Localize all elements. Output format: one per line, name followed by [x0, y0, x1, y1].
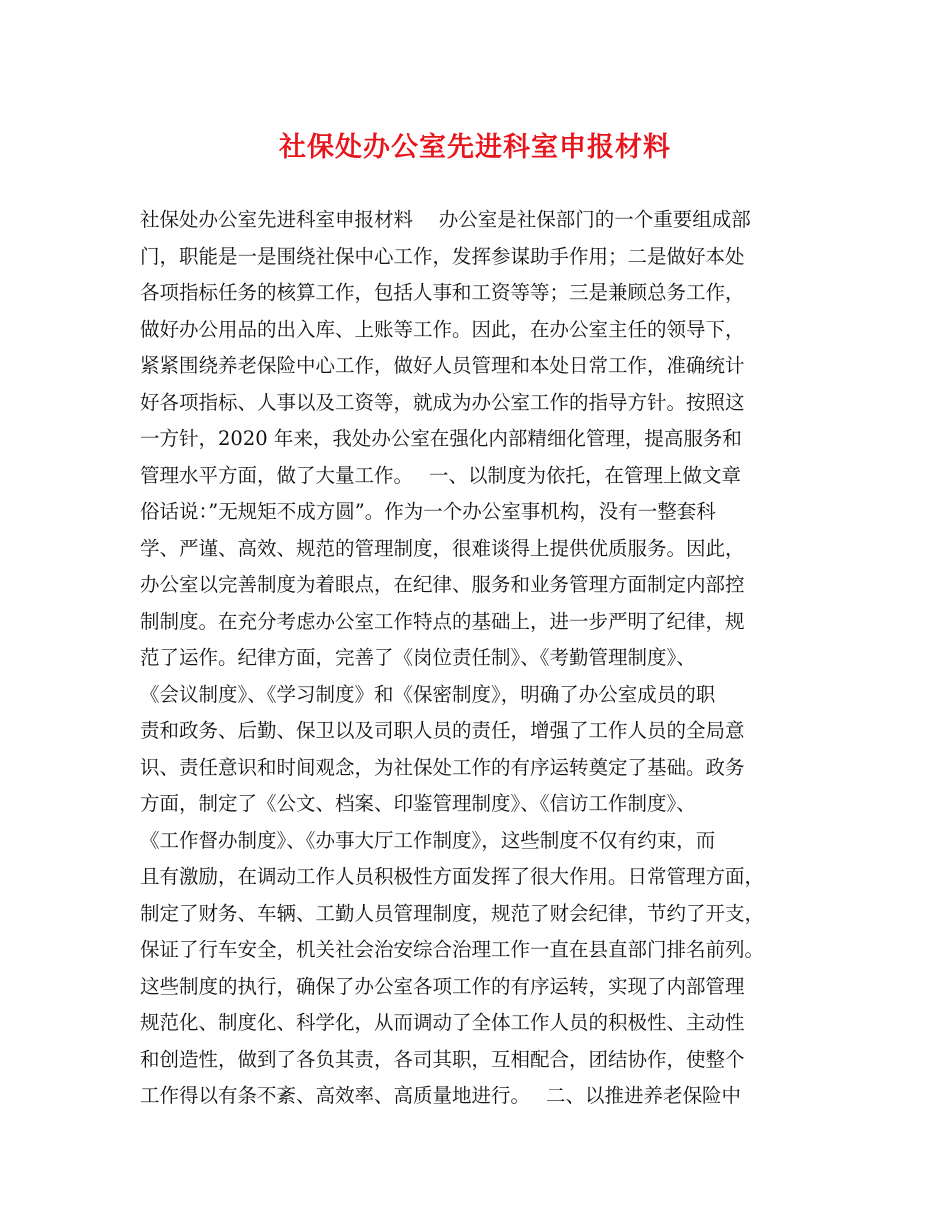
body-text-line: 和创造性，做到了各负其责，各司其职，互相配合，团结协作，使整个 — [140, 1047, 745, 1071]
body-text-line: 制制度。在充分考虑办公室工作特点的基础上，进一步严明了纪律，规 — [140, 609, 745, 633]
body-text-line: 俗话说：”无规矩不成方圆”。作为一个办公室事机构，没有一整套科 — [140, 500, 716, 523]
body-text-line: 门，职能是一是围绕社保中心工作，发挥参谋助手作用；二是做好本处 — [140, 244, 745, 268]
body-text-line: 规范化、制度化、科学化，从而调动了全体工作人员的积极性、主动性 — [140, 1011, 745, 1034]
body-text-line: 识、责任意识和时间观念，为社保处工作的有序运转奠定了基础。政务 — [140, 755, 745, 779]
body-text-line: 做好办公用品的出入库、上账等工作。因此，在办公室主任的领导下， — [140, 317, 745, 341]
body-text-line: 一方针，2020 年来，我处办公室在强化内部精细化管理，提高服务和 — [140, 427, 742, 450]
body-text-line: 《会议制度》、《学习制度》和《保密制度》，明确了办公室成员的职 — [140, 682, 716, 706]
body-text-line: 范了运作。纪律方面，完善了《岗位责任制》、《考勤管理制度》、 — [140, 646, 696, 669]
body-text-line: 责和政务、后勤、保卫以及司职人员的责任，增强了工作人员的全局意 — [140, 719, 745, 742]
body-text-line: 紧紧围绕养老保险中心工作，做好人员管理和本处日常工作，准确统计 — [140, 354, 745, 377]
body-text-line: 社保处办公室先进科室申报材料 办公室是社保部门的一个重要组成部 — [140, 208, 751, 231]
body-text-line: 管理水平方面，做了大量工作。 一、以制度为依托，在管理上做文章 — [140, 463, 741, 487]
body-text-line: 各项指标任务的核算工作，包括人事和工资等等；三是兼顾总务工作， — [140, 281, 745, 304]
body-text-line: 《工作督办制度》、《办事大厅工作制度》，这些制度不仅有约束，而 — [140, 828, 716, 852]
body-text-line: 工作得以有条不紊、高效率、高质量地进行。 二、以推进养老保险中 — [140, 1084, 741, 1107]
body-text-line: 且有激励，在调动工作人员积极性方面发挥了很大作用。日常管理方面， — [140, 865, 765, 888]
body-text-line: 学、严谨、高效、规范的管理制度，很难谈得上提供优质服务。因此， — [140, 536, 745, 560]
body-text-line: 好各项指标、人事以及工资等，就成为办公室工作的指导方针。按照这 — [140, 390, 745, 414]
body-text-line: 方面，制定了《公文、档案、印鉴管理制度》、《信访工作制度》、 — [140, 792, 696, 815]
body-text-line: 办公室以完善制度为着眼点，在纪律、服务和业务管理方面制定内部控 — [140, 573, 745, 596]
body-text-line: 这些制度的执行，确保了办公室各项工作的有序运转，实现了内部管理 — [140, 974, 745, 998]
document-body — [140, 202, 830, 1115]
body-text-line: 保证了行车安全，机关社会治安综合治理工作一直在县直部门排名前列。 — [140, 938, 765, 961]
document-title: 社保处办公室先进科室申报材料 — [279, 132, 671, 163]
body-text-line: 制定了财务、车辆、工勤人员管理制度，规范了财会纪律，节约了开支， — [140, 901, 765, 925]
